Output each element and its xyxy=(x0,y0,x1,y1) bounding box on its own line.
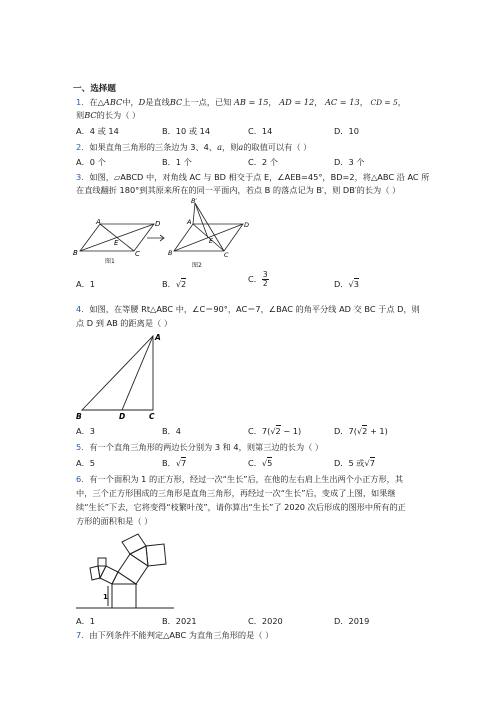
math: AB = 15 xyxy=(234,97,269,107)
label-b-prime: B′ xyxy=(191,197,197,205)
numerator: 3 xyxy=(262,270,268,279)
text: 在 xyxy=(89,97,98,107)
segment-ab-prime xyxy=(193,203,195,224)
question-6-line-1 xyxy=(76,474,403,485)
text: ， xyxy=(268,97,277,107)
text: C． xyxy=(248,458,262,468)
text: 是直线 xyxy=(145,97,170,107)
question-3-line-2: 在直线翻折 180°到其原来所在的同一平面内，若点 B 的落点记为 B′，则 DB′的长为（ ） xyxy=(76,185,401,195)
fraction xyxy=(262,271,269,288)
sqrt-sign: √ xyxy=(356,426,363,436)
radicand: 5 xyxy=(267,458,273,468)
q1-option-c: C．14 xyxy=(248,126,273,136)
text: 由下列条件不能判定△ABC 为直角三角形的是（ ） xyxy=(89,630,274,640)
denominator: 2 xyxy=(262,279,268,288)
text: 上一点，已知 xyxy=(182,97,232,107)
math: a xyxy=(238,142,244,152)
radicand: 7 xyxy=(369,458,375,468)
right-outer-square xyxy=(146,544,166,566)
label-b: B xyxy=(168,249,173,257)
text: 的取值可以有（ ） xyxy=(243,142,312,152)
left-square xyxy=(100,566,118,584)
q5-option-b xyxy=(162,458,186,469)
label-a: A xyxy=(96,218,101,226)
q4-figure xyxy=(76,332,166,422)
math: AC = 13 xyxy=(325,97,360,107)
q6-option-b: B．2021 xyxy=(162,616,197,626)
question-number: 2． xyxy=(76,142,90,152)
radicand: 2 xyxy=(275,426,281,436)
right-square xyxy=(118,554,148,584)
text: 有一个直角三角形的两边长分别为 3 和 4，则第三边的长为（ ） xyxy=(89,442,324,452)
q1-option-b: B．10 或 14 xyxy=(162,126,211,136)
radicand: 7 xyxy=(181,458,187,468)
text: D．7( xyxy=(334,426,357,436)
text: C．7( xyxy=(248,426,271,436)
arrow-icon xyxy=(146,234,168,242)
label-e: E xyxy=(114,239,119,247)
q3-option-b xyxy=(162,279,186,290)
sqrt-sign: √ xyxy=(270,426,276,436)
right-top-square xyxy=(122,534,146,554)
q3-option-a: A．1 xyxy=(76,279,95,289)
question-number: 4． xyxy=(76,304,90,314)
question-6-line-4: 方形的面积和是（ ） xyxy=(76,516,153,526)
q3-figure-2 xyxy=(168,198,250,258)
question-7 xyxy=(76,630,273,641)
triangle-abc xyxy=(82,336,153,410)
sqrt-sign: √ xyxy=(175,279,182,289)
math: CD = 5 xyxy=(370,98,398,107)
q1-option-a: A．4 或 14 xyxy=(76,126,119,136)
q2-option-d: D．3 个 xyxy=(334,157,365,167)
text: 有一个面积为 1 的正方形，经过一次“生长”后，在他的左右肩上生出两个小正方形，其 xyxy=(89,474,404,484)
q6-option-a: A．1 xyxy=(76,616,95,626)
left-left-square xyxy=(98,558,106,566)
math: AD = 12 xyxy=(279,97,315,107)
base-square xyxy=(112,584,136,608)
text: ，则 xyxy=(221,142,239,152)
label-c: C xyxy=(135,250,140,258)
radicand: 2 xyxy=(181,279,187,289)
q5-option-d xyxy=(334,458,375,469)
text: ， xyxy=(397,97,406,107)
text: − 1) xyxy=(280,426,302,436)
text: + 1) xyxy=(367,426,388,436)
question-number: 6． xyxy=(76,474,90,484)
question-6-line-2: 中，三个正方形围成的三角形是直角三角形，再经过一次“生长”后，变成了上图，如果继 xyxy=(76,488,396,498)
angle-bisector-ad xyxy=(122,336,153,410)
question-number: 1． xyxy=(76,97,90,107)
label-a: A xyxy=(187,218,192,226)
q6-option-d: D．2019 xyxy=(334,616,370,626)
text: 如果直角三角形的三条边为 3、4、 xyxy=(89,142,218,152)
label-e: E xyxy=(209,237,214,245)
q4-option-a: A．3 xyxy=(76,426,95,436)
question-number: 3． xyxy=(76,172,90,182)
sqrt-sign: √ xyxy=(175,458,182,468)
math: △ABC xyxy=(97,97,123,107)
fig1-caption: 图1 xyxy=(105,258,115,265)
text: D． xyxy=(334,279,349,289)
question-6-line-3: 续“生长”下去，它将变得“枝繁叶茂”，请你算出“生长”了 2020 次后形成的图形中所有的正 xyxy=(76,502,406,512)
text: C． xyxy=(248,274,262,284)
q6-option-c: C．2020 xyxy=(248,616,283,626)
q5-option-a: A．5 xyxy=(76,458,95,468)
text: 中， xyxy=(122,97,139,107)
left-outer-square xyxy=(90,566,100,580)
label-c: C xyxy=(224,251,229,259)
q1-option-d: D．10 xyxy=(334,126,359,136)
q3-option-d xyxy=(334,279,359,290)
sqrt-sign: √ xyxy=(364,458,370,468)
text: ， xyxy=(359,97,368,107)
text: ， xyxy=(314,97,323,107)
section-title: 一、选择题 xyxy=(73,84,116,94)
question-4-line-1 xyxy=(76,304,420,315)
label-one: 1 xyxy=(103,593,108,601)
segment-eb-prime xyxy=(195,203,208,238)
label-d: D xyxy=(155,220,161,228)
text: D．5 或 xyxy=(334,458,365,468)
question-3-line-1 xyxy=(76,172,429,183)
question-2 xyxy=(76,142,311,153)
question-1-line-1 xyxy=(76,97,406,108)
q4-option-b: B．4 xyxy=(162,426,182,436)
math: a xyxy=(217,142,222,152)
q4-option-c xyxy=(248,426,301,437)
text: B． xyxy=(162,458,176,468)
label-a: A xyxy=(155,333,161,342)
text: 如图，在等腰 Rt△ABC 中，∠C＝90°，AC＝7，∠BAC 的角平分线 AD 交 BC 于点 D，则 xyxy=(89,304,420,314)
text: 的长为（ ） xyxy=(96,110,141,120)
math: D xyxy=(138,97,146,107)
q2-option-b: B．1 个 xyxy=(162,157,192,167)
label-d: D xyxy=(244,221,250,229)
radicand: 3 xyxy=(353,279,359,289)
q3-option-c xyxy=(248,271,269,288)
q5-option-c xyxy=(248,458,272,469)
q2-option-c: C．2 个 xyxy=(248,157,278,167)
text: 如图，▱ABCD 中，对角线 AC 与 BD 相交于点 E，∠AEB=45°，BD=2，将△ABC 沿 AC 所 xyxy=(89,172,430,182)
question-4-line-2: 点 D 到 AB 的距离是（ ） xyxy=(76,318,173,328)
sqrt-sign: √ xyxy=(348,279,354,289)
text: 则 xyxy=(76,110,85,120)
question-number: 5． xyxy=(76,442,90,452)
sqrt-sign: √ xyxy=(261,458,268,468)
question-number: 7． xyxy=(76,630,90,640)
question-1-line-2 xyxy=(76,110,140,121)
q4-option-d xyxy=(334,426,388,437)
q2-option-a: A．0 个 xyxy=(76,157,106,167)
label-d: D xyxy=(119,412,126,421)
question-5 xyxy=(76,442,323,453)
q6-pythagoras-tree-figure xyxy=(76,532,176,612)
math: BC xyxy=(84,110,97,120)
radicand: 2 xyxy=(362,426,368,436)
fig2-caption: 图2 xyxy=(192,262,202,269)
label-b: B xyxy=(76,412,82,421)
label-b: B xyxy=(73,249,78,257)
math: BC xyxy=(169,97,183,107)
text: B． xyxy=(162,279,176,289)
label-c: C xyxy=(149,412,155,421)
